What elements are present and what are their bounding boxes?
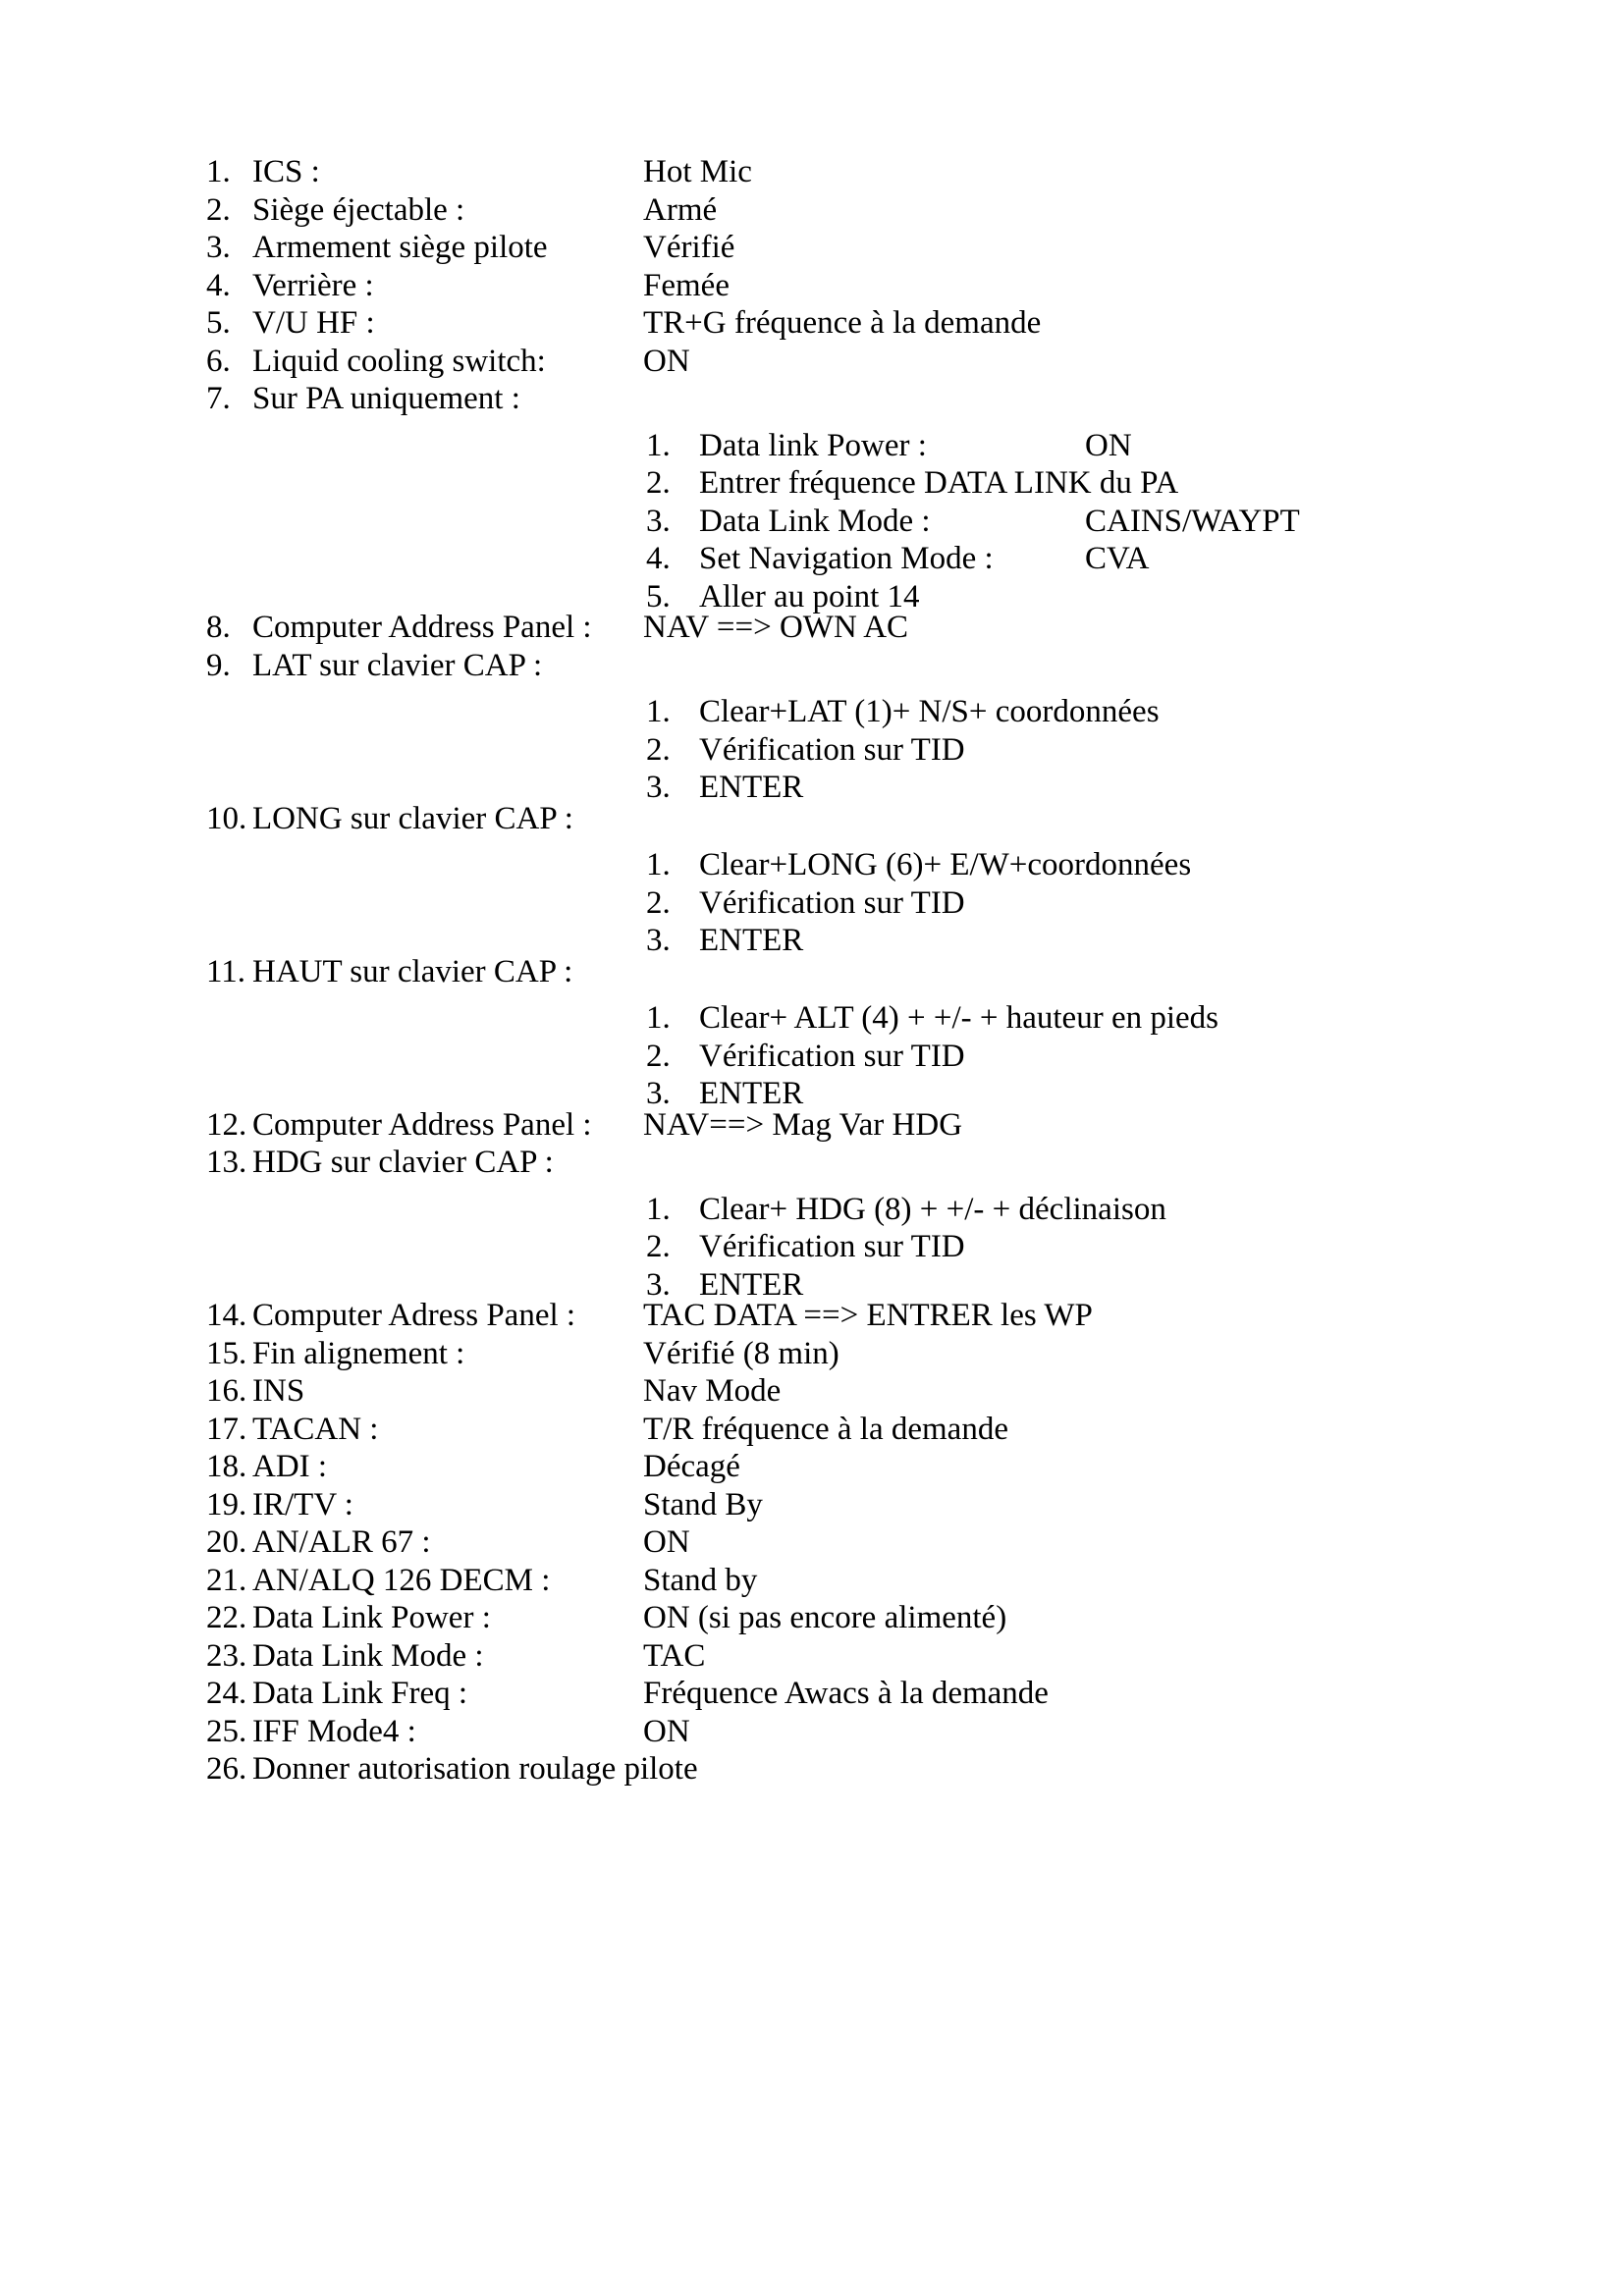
item-number: 14. [206, 1298, 247, 1333]
item-number: 2. [646, 884, 671, 921]
item-value: Armé [643, 191, 718, 228]
checklist [0, 153, 1623, 1789]
checklist-item-1 [0, 153, 1623, 191]
item-label: IFF Mode4 : [252, 1713, 416, 1749]
item-value: Stand By [643, 1486, 763, 1522]
item-value: CAINS/WAYPT [1085, 503, 1300, 539]
item-number: 5. [206, 305, 231, 341]
item-label: AN/ALR 67 : [252, 1524, 431, 1560]
item-number: 26. [206, 1751, 247, 1787]
item-number: 2. [646, 465, 671, 501]
sublist-item-7-3 [0, 503, 1623, 541]
item-value: Stand by [643, 1562, 758, 1598]
checklist-item-8 [0, 609, 1623, 647]
checklist-item-13 [0, 1144, 1623, 1182]
item-label: Clear+LONG (6)+ E/W+coordonnées [699, 847, 1192, 882]
checklist-item-11 [0, 953, 1623, 991]
checklist-item-5 [0, 304, 1623, 343]
item-number: 9. [206, 647, 231, 683]
item-number: 21. [206, 1562, 247, 1598]
checklist-item-4 [0, 267, 1623, 305]
item-number: 3. [646, 1266, 671, 1303]
item-number: 3. [646, 503, 671, 539]
checklist-item-16 [0, 1372, 1623, 1411]
item-number: 2. [646, 731, 671, 768]
checklist-item-2 [0, 191, 1623, 230]
item-value: Nav Mode [643, 1373, 782, 1409]
item-label: ENTER [699, 923, 804, 958]
item-value: Vérifié (8 min) [643, 1335, 839, 1371]
sublist-item-9 [0, 693, 1623, 807]
checklist-item-17 [0, 1411, 1623, 1449]
item-number: 3. [646, 923, 671, 958]
item-label: Clear+ ALT (4) + +/- + hauteur en pieds [699, 1000, 1218, 1036]
item-value: Vérifié [643, 230, 735, 265]
item-label: INS [252, 1373, 305, 1409]
checklist-item-26 [0, 1750, 1623, 1789]
sublist-item-7 [0, 427, 1623, 616]
checklist-item-24 [0, 1675, 1623, 1713]
item-number: 15. [206, 1335, 247, 1371]
item-label: HDG sur clavier CAP : [252, 1145, 554, 1180]
checklist-item-22 [0, 1599, 1623, 1637]
item-label: Aller au point 14 [699, 578, 920, 614]
item-label: Computer Address Panel : [252, 610, 592, 645]
item-number: 1. [206, 154, 231, 189]
checklist-item-10 [0, 800, 1623, 838]
item-label: Computer Adress Panel : [252, 1298, 576, 1333]
item-label: Set Navigation Mode : [699, 541, 994, 576]
sublist-item-7-2 [0, 464, 1623, 503]
checklist-item-20 [0, 1523, 1623, 1562]
item-value: Hot Mic [643, 154, 752, 189]
item-value: ON [643, 1524, 690, 1560]
item-label: Vérification sur TID [699, 1229, 965, 1264]
item-number: 3. [646, 770, 671, 805]
item-label: Fin alignement : [252, 1335, 465, 1371]
item-label: Data link Power : [699, 427, 927, 463]
item-number: 16. [206, 1373, 247, 1409]
item-number: 25. [206, 1713, 247, 1749]
item-label: Entrer fréquence DATA LINK du PA [699, 465, 1179, 501]
item-label: HAUT sur clavier CAP : [252, 953, 573, 989]
item-label: ENTER [699, 1076, 804, 1111]
item-number: 10. [206, 800, 247, 836]
checklist-item-3 [0, 229, 1623, 267]
item-label: Data Link Mode : [252, 1637, 484, 1674]
item-number: 5. [646, 578, 671, 614]
item-label: ENTER [699, 1266, 804, 1303]
sublist-item-13-2 [0, 1228, 1623, 1266]
item-label: Data Link Mode : [699, 503, 931, 539]
checklist-item-21 [0, 1562, 1623, 1600]
item-value: ON [1085, 427, 1132, 463]
item-label: Armement siège pilote [252, 230, 548, 265]
item-label: Vérification sur TID [699, 1038, 965, 1074]
item-number: 11. [206, 953, 246, 989]
checklist-item-19 [0, 1486, 1623, 1524]
item-value: NAV==> Mag Var HDG [643, 1106, 963, 1143]
item-number: 3. [206, 230, 231, 265]
item-value: ON (si pas encore alimenté) [643, 1600, 1007, 1635]
item-number: 6. [206, 343, 231, 379]
checklist-item-18 [0, 1448, 1623, 1486]
item-number: 20. [206, 1524, 247, 1560]
item-label: Donner autorisation roulage pilote [252, 1751, 698, 1787]
item-label: Verrière : [252, 267, 374, 303]
checklist-item-25 [0, 1713, 1623, 1751]
item-label: TACAN : [252, 1411, 379, 1447]
item-number: 1. [646, 1191, 671, 1227]
item-value: TAC [643, 1637, 706, 1674]
item-label: V/U HF : [252, 305, 375, 341]
item-number: 18. [206, 1449, 247, 1484]
item-value: CVA [1085, 541, 1150, 576]
sublist-item-11 [0, 999, 1623, 1113]
item-value: ON [643, 1713, 690, 1749]
item-value: ON [643, 343, 690, 379]
checklist-item-12 [0, 1106, 1623, 1145]
checklist-item-14 [0, 1297, 1623, 1335]
sublist-item-11-2 [0, 1038, 1623, 1076]
item-label: Vérification sur TID [699, 884, 965, 921]
item-number: 24. [206, 1676, 247, 1711]
item-label: ADI : [252, 1449, 328, 1484]
item-number: 17. [206, 1411, 247, 1447]
item-number: 2. [206, 191, 231, 228]
sublist-item-11-1 [0, 999, 1623, 1038]
sublist-item-10 [0, 846, 1623, 960]
item-label: ENTER [699, 770, 804, 805]
item-number: 13. [206, 1145, 247, 1180]
sublist-item-10-2 [0, 884, 1623, 923]
sublist-item-13-1 [0, 1191, 1623, 1229]
item-label: Sur PA uniquement : [252, 381, 520, 416]
item-number: 2. [646, 1038, 671, 1074]
sublist-item-9-1 [0, 693, 1623, 731]
item-number: 4. [646, 541, 671, 576]
checklist-item-9 [0, 647, 1623, 685]
checklist-item-6 [0, 343, 1623, 381]
item-label: Liquid cooling switch: [252, 343, 546, 379]
item-label: Clear+ HDG (8) + +/- + déclinaison [699, 1191, 1166, 1227]
item-number: 8. [206, 610, 231, 645]
item-label: ICS : [252, 154, 320, 189]
sublist-item-7-4 [0, 540, 1623, 578]
item-label: Vérification sur TID [699, 731, 965, 768]
item-number: 19. [206, 1486, 247, 1522]
item-number: 3. [646, 1076, 671, 1111]
item-value: NAV ==> OWN AC [643, 610, 909, 645]
sublist-item-10-1 [0, 846, 1623, 884]
item-label: Siège éjectable : [252, 191, 465, 228]
item-number: 1. [646, 427, 671, 463]
item-label: Data Link Power : [252, 1600, 491, 1635]
item-value: T/R fréquence à la demande [643, 1411, 1008, 1447]
item-value: TR+G fréquence à la demande [643, 305, 1042, 341]
checklist-item-15 [0, 1335, 1623, 1373]
checklist-item-7 [0, 380, 1623, 418]
item-label: Clear+LAT (1)+ N/S+ coordonnées [699, 694, 1160, 729]
item-number: 12. [206, 1106, 247, 1143]
item-number: 2. [646, 1229, 671, 1264]
item-value: Fréquence Awacs à la demande [643, 1676, 1049, 1711]
item-number: 1. [646, 847, 671, 882]
item-label: IR/TV : [252, 1486, 353, 1522]
item-label: LAT sur clavier CAP : [252, 647, 543, 683]
item-label: Computer Address Panel : [252, 1106, 592, 1143]
item-label: Data Link Freq : [252, 1676, 468, 1711]
sublist-item-9-2 [0, 731, 1623, 770]
item-value: Décagé [643, 1449, 740, 1484]
item-number: 1. [646, 694, 671, 729]
item-label: LONG sur clavier CAP : [252, 800, 573, 836]
item-label: AN/ALQ 126 DECM : [252, 1562, 551, 1598]
item-value: TAC DATA ==> ENTRER les WP [643, 1298, 1093, 1333]
item-number: 23. [206, 1637, 247, 1674]
item-number: 7. [206, 381, 231, 416]
item-number: 1. [646, 1000, 671, 1036]
item-value: Femée [643, 267, 730, 303]
item-number: 22. [206, 1600, 247, 1635]
checklist-item-23 [0, 1637, 1623, 1676]
sublist-item-7-1 [0, 427, 1623, 465]
item-number: 4. [206, 267, 231, 303]
sublist-item-13 [0, 1191, 1623, 1305]
